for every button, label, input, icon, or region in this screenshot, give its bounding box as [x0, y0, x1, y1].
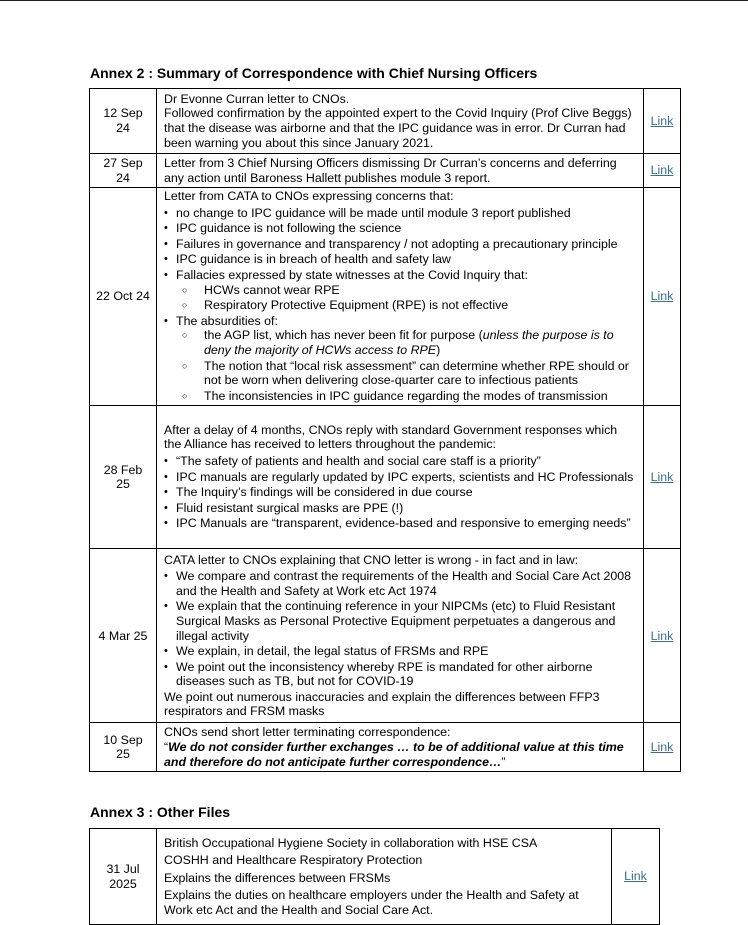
description-intro: CATA letter to CNOs explaining that CNO letter is wrong - in fact and in law:	[164, 552, 579, 567]
row-description	[157, 89, 644, 154]
row-description	[157, 154, 644, 188]
description-line: British Occupational Hygiene Society in collaboration with HSE CSA	[164, 835, 538, 850]
row-link[interactable]: Link	[650, 740, 674, 755]
bullet-list	[164, 569, 636, 689]
description-line: Explains the differences between FRSMs	[164, 870, 391, 885]
row-description	[157, 549, 644, 723]
row-date: 28 Feb 25	[90, 406, 157, 549]
row-link[interactable]: Link	[650, 628, 674, 643]
table-row	[90, 829, 660, 925]
table-row	[90, 188, 681, 406]
row-link[interactable]: Link	[650, 470, 674, 485]
annex3-table	[89, 828, 660, 925]
row-date: 27 Sep 24	[90, 154, 157, 188]
bullet-item: • The Inquiry’s findings will be considered in due course	[176, 485, 636, 500]
row-description	[157, 723, 644, 772]
sub-bullet-list	[176, 283, 636, 313]
bullet-item: • Failures in governance and transparency / not adopting a precautionary principle	[176, 237, 636, 252]
bullet-item: • no change to IPC guidance will be made until module 3 report published	[176, 206, 636, 221]
row-description	[157, 829, 612, 925]
bullet-text: Fallacies expressed by state witnesses at the Covid Inquiry that:	[176, 267, 528, 282]
row-date: 12 Sep 24	[90, 89, 157, 154]
table-row	[90, 406, 681, 549]
bullet-list	[164, 206, 636, 404]
page-top-border	[0, 0, 748, 1]
row-date: 22 Oct 24	[90, 188, 157, 406]
quote: “We do not consider further exchanges … to be of additional value at this time and therefore do not anticipate further correspondence…”	[164, 740, 624, 769]
row-date: 4 Mar 25	[90, 549, 157, 723]
description-intro: Letter from CATA to CNOs expressing concerns that:	[164, 189, 454, 203]
bullet-item: • Fluid resistant surgical masks are PPE (!)	[176, 501, 636, 516]
annex2-heading: Annex 2 : Summary of Correspondence with Chief Nursing Officers	[90, 65, 538, 81]
description-intro: After a delay of 4 months, CNOs reply with standard Government responses which the Alliance has received to letters throughout the pandemic:	[164, 422, 618, 452]
bullet-list	[164, 454, 636, 531]
sub-bullet-item: ○ the AGP list, which has never been fit for purpose (unless the purpose is to deny the majority of HCWs access to RPE)	[204, 328, 636, 357]
row-link[interactable]: Link	[624, 869, 647, 884]
sub-bullet-item: ○ The inconsistencies in IPC guidance regarding the modes of transmission	[204, 389, 636, 404]
description-line: Dr Evonne Curran letter to CNOs.	[164, 91, 350, 106]
bullet-item: • IPC Manuals are “transparent, evidence-based and responsive to emerging needs”	[176, 516, 636, 531]
bullet-item: • We compare and contrast the requirements of the Health and Social Care Act 2008 and the Health and Safety at Work etc Act 1974	[176, 569, 636, 598]
row-description	[157, 188, 644, 406]
row-link[interactable]: Link	[650, 163, 674, 178]
sub-bullet-item: ○ HCWs cannot wear RPE	[204, 283, 636, 298]
table-row	[90, 89, 681, 154]
table-row	[90, 549, 681, 723]
bullet-item	[176, 314, 636, 404]
sub-bullet-item: ○ The notion that “local risk assessment” can determine whether RPE should or not be worn when delivering close-quarter care to infectious patients	[204, 359, 636, 388]
annex3-heading: Annex 3 : Other Files	[90, 804, 231, 820]
bullet-item: • IPC guidance is in breach of health and safety law	[176, 252, 636, 267]
row-link[interactable]: Link	[650, 289, 674, 304]
bullet-item	[176, 268, 636, 313]
bullet-text: The absurdities of:	[176, 313, 278, 328]
row-date: 10 Sep 25	[90, 723, 157, 772]
description-outro: We point out numerous inaccuracies and explain the differences between FFP3 respirators and FRSM masks	[164, 689, 600, 719]
description-line: Followed confirmation by the appointed expert to the Covid Inquiry (Prof Clive Beggs) that the disease was airborne and that the IPC guidance was in error. Dr Curran had been warning you about this since January 2021.	[164, 106, 632, 150]
bullet-item: • IPC manuals are regularly updated by IPC experts, scientists and HC Professionals	[176, 470, 636, 485]
table-row	[90, 723, 681, 772]
description-intro: CNOs send short letter terminating correspondence:	[164, 725, 451, 740]
description-line: Explains the duties on healthcare employers under the Health and Safety at Work etc Act and the Health and Social Care Act.	[164, 888, 579, 917]
row-description	[157, 406, 644, 549]
sub-bullet-list	[176, 328, 636, 403]
bullet-item: • We explain that the continuing reference in your NIPCMs (etc) to Fluid Resistant Surgical Masks as Personal Protective Equipment perpetuates a dangerous and illegal activity	[176, 599, 636, 643]
row-date: 31 Jul 2025	[90, 829, 157, 925]
bullet-item: • We point out the inconsistency whereby RPE is mandated for other airborne diseases such as TB, but not for COVID-19	[176, 660, 636, 689]
bullet-item: • “The safety of patients and health and social care staff is a priority”	[176, 454, 636, 469]
table-row	[90, 154, 681, 188]
description-line: Letter from 3 Chief Nursing Officers dismissing Dr Curran’s concerns and deferring any action until Baroness Hallett publishes module 3 report.	[164, 155, 617, 185]
sub-bullet-item: ○ Respiratory Protective Equipment (RPE) is not effective	[204, 298, 636, 313]
annex2-table	[89, 88, 681, 772]
description-line: COSHH and Healthcare Respiratory Protection	[164, 853, 423, 868]
bullet-item: • IPC guidance is not following the science	[176, 221, 636, 236]
row-link[interactable]: Link	[650, 113, 674, 128]
bullet-item: • We explain, in detail, the legal status of FRSMs and RPE	[176, 644, 636, 659]
